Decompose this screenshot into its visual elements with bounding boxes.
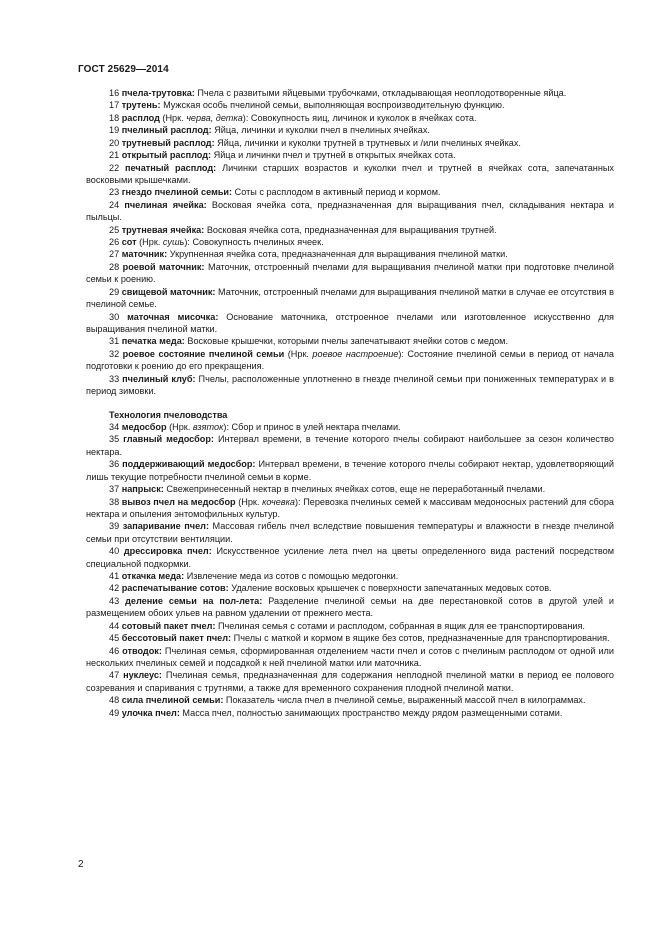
term-name: сотовый пакет пчел: (121, 620, 216, 631)
term-name: пчелиный клуб: (122, 373, 196, 384)
page-number: 2 (78, 859, 84, 870)
term-note-prefix: (Нрк. (169, 421, 193, 432)
term-number: 33 (109, 373, 120, 384)
term-number: 32 (109, 348, 120, 359)
term-definition: Основание маточника, отстроенное пчелами или изготовленное искусственно для выращивания пчелиной матки. (86, 311, 614, 335)
term-entry (86, 186, 614, 198)
term-definition: Соты с расплодом в активный период и кормом. (234, 187, 441, 198)
term-number: 35 (109, 434, 120, 445)
term-entry (86, 483, 614, 495)
term-entry (86, 620, 614, 632)
term-number: 49 (109, 707, 120, 718)
term-note (238, 497, 300, 507)
term-name: открытый расплод: (121, 150, 212, 161)
term-name: деление семьи на пол-лета: (125, 595, 263, 606)
term-definition: Пчелы с маткой и кормом в ящике без сотов, предназначенные для транспортирования. (233, 633, 610, 644)
term-number: 31 (109, 336, 120, 347)
term-entry (86, 582, 614, 594)
term-number: 46 (109, 645, 120, 656)
section-heading: Технология пчеловодства (109, 409, 228, 420)
term-entry (86, 261, 614, 286)
term-definition: Пчелиная семья, предназначенная для содержания неплодной пчелиной матки в период ее полового созревания и спаривания с трутнями, а также для временного сохранения плодной пчелиной матки. (86, 670, 615, 693)
term-definition: Перевозка пчелиных семей к массивам медоносных растений для сбора нектара и опыления энтомофильных культур. (86, 496, 614, 519)
term-entry (86, 545, 614, 570)
term-entry (86, 335, 614, 347)
term-name: поддерживающий медосбор: (122, 459, 256, 470)
term-name: трутневый расплод: (121, 137, 215, 148)
term-note (162, 113, 248, 123)
term-definition: Интервал времени, в течение которого пчелы собирают нектар, удовлетворяющий лишь текущие потребности пчелиной семьи в корме. (86, 459, 614, 482)
term-number: 42 (109, 583, 120, 594)
term-nonstandard: роевое настроение (312, 348, 399, 359)
term-name: пчелиный расплод: (121, 125, 212, 136)
term-entry (86, 162, 614, 187)
term-definition: Сбор и принос в улей нектара пчелами. (231, 421, 401, 432)
term-number: 38 (109, 496, 120, 507)
term-entry (86, 149, 614, 161)
term-entry (86, 669, 614, 694)
term-note-prefix: (Нрк. (162, 112, 187, 123)
term-name: расплод (121, 112, 160, 123)
term-number: 19 (109, 125, 120, 136)
term-number: 34 (109, 421, 120, 432)
term-name: сила пчелиной семьи: (121, 695, 224, 706)
term-definition: Показатель числа пчел в пчелиной семье, выраженный массой пчел в килограммах. (225, 695, 586, 706)
term-entry (86, 645, 614, 670)
term-entry (86, 286, 614, 311)
term-definition: Свежепринесенный нектар в пчелиных ячейках сотов, еще не переработанный пчелами. (166, 484, 546, 495)
term-nonstandard: черва, детка (186, 112, 243, 123)
term-number: 44 (109, 620, 120, 631)
term-number: 28 (109, 261, 120, 272)
term-entry (86, 137, 614, 149)
term-definition: Мужская особь пчелиной семьи, выполняющая воспроизводительную функцию. (163, 100, 505, 111)
term-definition: Совокупность пчелиных ячеек. (192, 237, 324, 248)
term-nonstandard: взяток (192, 421, 224, 432)
term-entry (86, 99, 614, 111)
term-definition: Пчелиная семья, сформированная отделением части пчел и сотов с пчелиным расплодом от одной или нескольких пчелиных семей и подсадкой к ней пчелиной матки или маточника. (86, 645, 614, 668)
term-entry (86, 458, 614, 483)
term-definition: Пчелы, расположенные уплотненно в гнезде пчелиной семьи при пониженных температурах и в период зимовки. (86, 373, 614, 397)
term-name: маточная мисочка: (127, 311, 219, 322)
term-name: улочка пчел: (121, 707, 180, 718)
term-definition: Совокупность яиц, личинок и куколок в ячейках сота. (250, 112, 477, 123)
term-entry (86, 124, 614, 136)
term-definition: Интервал времени, в течение которого пчелы собирают наибольшее за сезон количество нектара. (86, 434, 614, 457)
term-note (139, 237, 190, 247)
term-definition: Пчела с развитыми яйцевыми трубочками, откладывающая неоплодотворенные яйца. (197, 88, 567, 98)
term-note-suffix: ): (223, 421, 229, 432)
term-definition: Извлечение меда из сотов с помощью медогонки. (186, 571, 399, 582)
term-definition: Пчелиная семья с сотами и расплодом, собранная в ящик для ее транспортирования. (217, 620, 585, 631)
term-number: 24 (109, 199, 120, 210)
term-name: пчелиная ячейка: (124, 199, 207, 210)
term-entry (86, 87, 614, 99)
term-number: 45 (109, 633, 120, 644)
term-definition: Восковые крышечки, которыми пчелы запечатывают ячейки сотов с медом. (187, 336, 508, 347)
term-entry (86, 236, 614, 248)
term-name: медосбор (121, 421, 167, 432)
term-name: пчела-трутовка: (121, 88, 195, 98)
term-name: трутень: (121, 100, 161, 111)
term-definition: Маточник, отстроенный пчелами для выращивания пчелиной матки при подготовке пчелиной семьи к роению. (86, 261, 614, 285)
term-number: 36 (109, 459, 120, 470)
term-entry (86, 632, 614, 644)
term-name: маточник: (121, 249, 168, 260)
term-definition: Искусственное усиление лета пчел на цветы определенного вида растений посредством специальной подкормки. (86, 546, 615, 569)
term-definition: Личинки старших возрастов и куколки пчел и трутней в ячейках сота, запечатанных восковыми крышечками. (86, 162, 614, 185)
term-note-prefix: (Нрк. (238, 496, 263, 507)
term-definition: Укрупненная ячейка сота, предназначенная для выращивания пчелиной матки. (169, 249, 508, 260)
term-definition: Массовая гибель пчел вследствие повышения температуры и влажности в гнезде пчелиной семьи при отсутствии вентиляции. (86, 521, 614, 544)
term-note-suffix: ): (242, 112, 249, 123)
term-definition: Восковая ячейка сота, предназначенная для выращивания трутней. (206, 224, 497, 235)
term-entry (86, 248, 614, 260)
term-number: 17 (109, 100, 120, 111)
term-name: трутневая ячейка: (121, 224, 205, 235)
term-entry (86, 433, 614, 458)
term-definition: Маточник, отстроенный пчелами для выращивания пчелиной матки в случае ее отсутствия в пчелиной семье. (86, 286, 614, 310)
term-name: вывоз пчел на медосбор (121, 496, 236, 507)
term-name: печатный расплод: (125, 162, 217, 173)
term-entry (86, 199, 614, 224)
term-number: 27 (109, 249, 120, 260)
term-definition: Яйца и личинки пчел и трутней в открытых ячейках сота. (213, 150, 456, 161)
term-entry (86, 707, 614, 719)
term-number: 47 (109, 670, 120, 681)
term-entry (86, 496, 614, 521)
term-name: сот (121, 237, 137, 248)
term-number: 37 (109, 484, 120, 495)
term-note (169, 422, 229, 432)
term-name: роевой маточник: (122, 261, 205, 272)
term-number: 43 (109, 595, 120, 606)
term-definition: Удаление восковых крышечек с поверхности запечатанных медовых сотов. (231, 583, 552, 594)
term-name: бессотовый пакет пчел: (121, 633, 232, 644)
document-header: ГОСТ 25629—2014 (78, 64, 169, 75)
term-number: 22 (109, 162, 120, 173)
term-number: 39 (109, 521, 120, 532)
term-name: нуклеус: (123, 670, 162, 681)
term-name: главный медосбор: (123, 434, 214, 445)
term-number: 40 (109, 546, 120, 557)
term-number: 25 (109, 224, 120, 235)
term-name: напрыск: (121, 484, 164, 495)
term-number: 48 (109, 695, 120, 706)
term-entry (86, 595, 614, 620)
term-name: отводок: (122, 645, 162, 656)
term-note-suffix: ): (398, 348, 404, 359)
term-name: распечатывание сотов: (121, 583, 229, 594)
term-definition: Разделение пчелиной семьи на две перестановкой сотов в другой улей и размещением обоих ульев на равном удалении от прежнего места. (86, 595, 614, 619)
term-note-suffix: ): (184, 237, 190, 248)
term-number: 18 (109, 112, 120, 123)
term-entry (86, 421, 614, 433)
term-number: 21 (109, 150, 120, 161)
term-entry (86, 112, 614, 124)
term-entry (86, 311, 614, 336)
term-number: 20 (109, 137, 120, 148)
term-entry (86, 570, 614, 582)
term-name: запаривание пчел: (122, 521, 209, 532)
term-definition: Масса пчел, полностью занимающих пространство между рядом размещенными сотами. (182, 707, 563, 718)
term-entry (86, 520, 614, 545)
term-note-prefix: (Нрк. (139, 237, 163, 248)
term-nonstandard: кочевка (262, 496, 295, 507)
term-entry (86, 224, 614, 236)
term-entry (86, 694, 614, 706)
term-note-prefix: (Нрк. (287, 348, 313, 359)
term-note (288, 349, 404, 359)
term-name: свищевой маточник: (121, 286, 216, 297)
term-definition: Яйца, личинки и куколки пчел в пчелиных ячейках. (214, 125, 430, 136)
term-name: гнездо пчелиной семьи: (121, 187, 233, 198)
term-name: печатка меда: (121, 336, 185, 347)
term-number: 30 (109, 311, 120, 322)
term-entry (86, 348, 614, 373)
term-definition: Состояние пчелиной семьи в период от начала подготовки к роению до его прекращения. (86, 348, 614, 372)
document-body (86, 87, 614, 719)
term-number: 16 (109, 88, 120, 98)
term-name: дрессировка пчел: (123, 546, 212, 557)
term-number: 23 (109, 187, 120, 198)
term-nonstandard: сушь (162, 237, 185, 248)
term-definition: Яйца, личинки и куколки трутней в трутневых и /или пчелиных ячейках. (217, 137, 521, 148)
term-number: 41 (109, 571, 120, 582)
term-name: роевое состояние пчелиной семьи (122, 348, 285, 359)
term-entry (86, 373, 614, 398)
term-definition: Восковая ячейка сота, предназначенная для выращивания пчел, складывания нектара и пыльцы. (86, 199, 614, 223)
term-name: откачка меда: (121, 571, 185, 582)
term-note-suffix: ): (295, 496, 301, 507)
term-number: 29 (109, 286, 120, 297)
term-number: 26 (109, 237, 120, 248)
